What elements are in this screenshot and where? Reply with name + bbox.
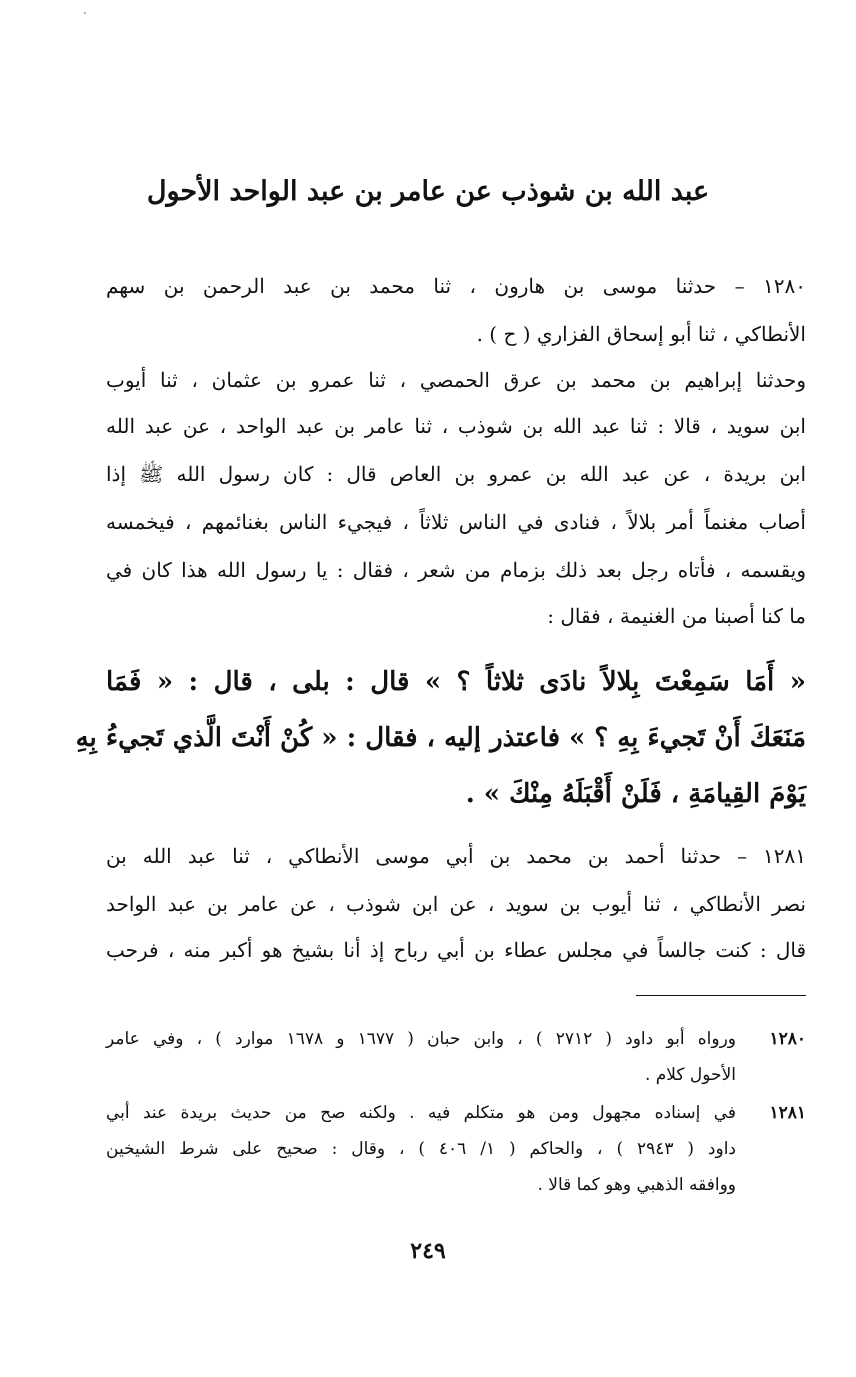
hadith-1280-quote-line-3: يَوْمَ القِيامَةِ ، فَلَنْ أَقْبَلَهُ مِنْكَ » . — [465, 779, 806, 809]
hadith-1280-quote-line-1: « أَمَا سَمِعْتَ بِلالاً نادَى ثلاثاً ؟ » قال : بلى ، قال : « فَمَا — [106, 667, 806, 697]
scan-speck — [84, 12, 86, 14]
hadith-1281-line-2: نصر الأنطاكي ، ثنا أيوب بن سويد ، عن ابن شوذب ، عن عامر بن عبد الواحد — [106, 892, 806, 916]
hadith-1280-line-6: أصاب مغنماً أمر بلالاً ، فنادى في الناس ثلاثاً ، فيجيء الناس بغنائمهم ، فيخمسه — [106, 510, 806, 534]
footnote-separator — [636, 995, 806, 996]
hadith-1280-line-8: ما كنا أصبنا من الغنيمة ، فقال : — [547, 604, 806, 628]
chapter-heading: عبد الله بن شوذب عن عامر بن عبد الواحد الأحول — [146, 176, 710, 207]
footnote-1281-number: ١٢٨١ — [769, 1103, 806, 1123]
hadith-1280-line-3: وحدثنا إبراهيم بن محمد بن عرق الحمصي ، ثنا عمرو بن عثمان ، ثنا أيوب — [106, 368, 806, 392]
hadith-1280-line-2: الأنطاكي ، ثنا أبو إسحاق الفزاري ( ح ) . — [476, 322, 806, 346]
footnote-1280-number: ١٢٨٠ — [769, 1029, 806, 1049]
hadith-1280-line-7: ويقسمه ، فأتاه رجل بعد ذلك بزمام من شعر ، فقال : يا رسول الله هذا كان في — [106, 558, 806, 582]
hadith-1281-line-3: قال : كنت جالساً في مجلس عطاء بن أبي رباح إذ أنا بشيخ هو أكبر منه ، فرحب — [106, 938, 806, 962]
hadith-1280-line-4: ابن سويد ، قالا : ثنا عبد الله بن شوذب ، ثنا عامر بن عبد الواحد ، عن عبد الله — [106, 414, 806, 438]
hadith-1281-line-1: ١٢٨١ – حدثنا أحمد بن محمد بن أبي موسى الأنطاكي ، ثنا عبد الله بن — [106, 844, 806, 868]
footnote-1280-line-1: ورواه أبو داود ( ٢٧١٢ ) ، وابن حبان ( ١٦٧٧ و ١٦٧٨ موارد ) ، وفي عامر — [106, 1029, 737, 1049]
page-number: ٢٤٩ — [410, 1238, 446, 1264]
footnote-1281-line-1: في إسناده مجهول ومن هو متكلم فيه . ولكنه صح من حديث بريدة عند أبي — [106, 1103, 736, 1123]
hadith-1280-line-5: ابن بريدة ، عن عبد الله بن عمرو بن العاص قال : كان رسول الله ﷺ إذا — [106, 462, 806, 486]
footnote-1281-line-2: داود ( ٢٩٤٣ ) ، والحاكم ( ١/ ٤٠٦ ) ، وقال : صحيح على شرط الشيخين — [106, 1139, 736, 1159]
hadith-1280-line-1: ١٢٨٠ – حدثنا موسى بن هارون ، ثنا محمد بن عبد الرحمن بن سهم — [106, 274, 806, 298]
footnote-1281-line-3: ووافقه الذهبي وهو كما قالا . — [537, 1175, 736, 1195]
footnote-1280-line-2: الأحول كلام . — [644, 1065, 736, 1085]
hadith-1280-quote-line-2: مَنَعَكَ أَنْ تَجيءَ بِهِ ؟ » فاعتذر إليه ، فقال : « كُنْ أَنْتَ الَّذي تَجيءُ بِهِ — [75, 723, 806, 753]
